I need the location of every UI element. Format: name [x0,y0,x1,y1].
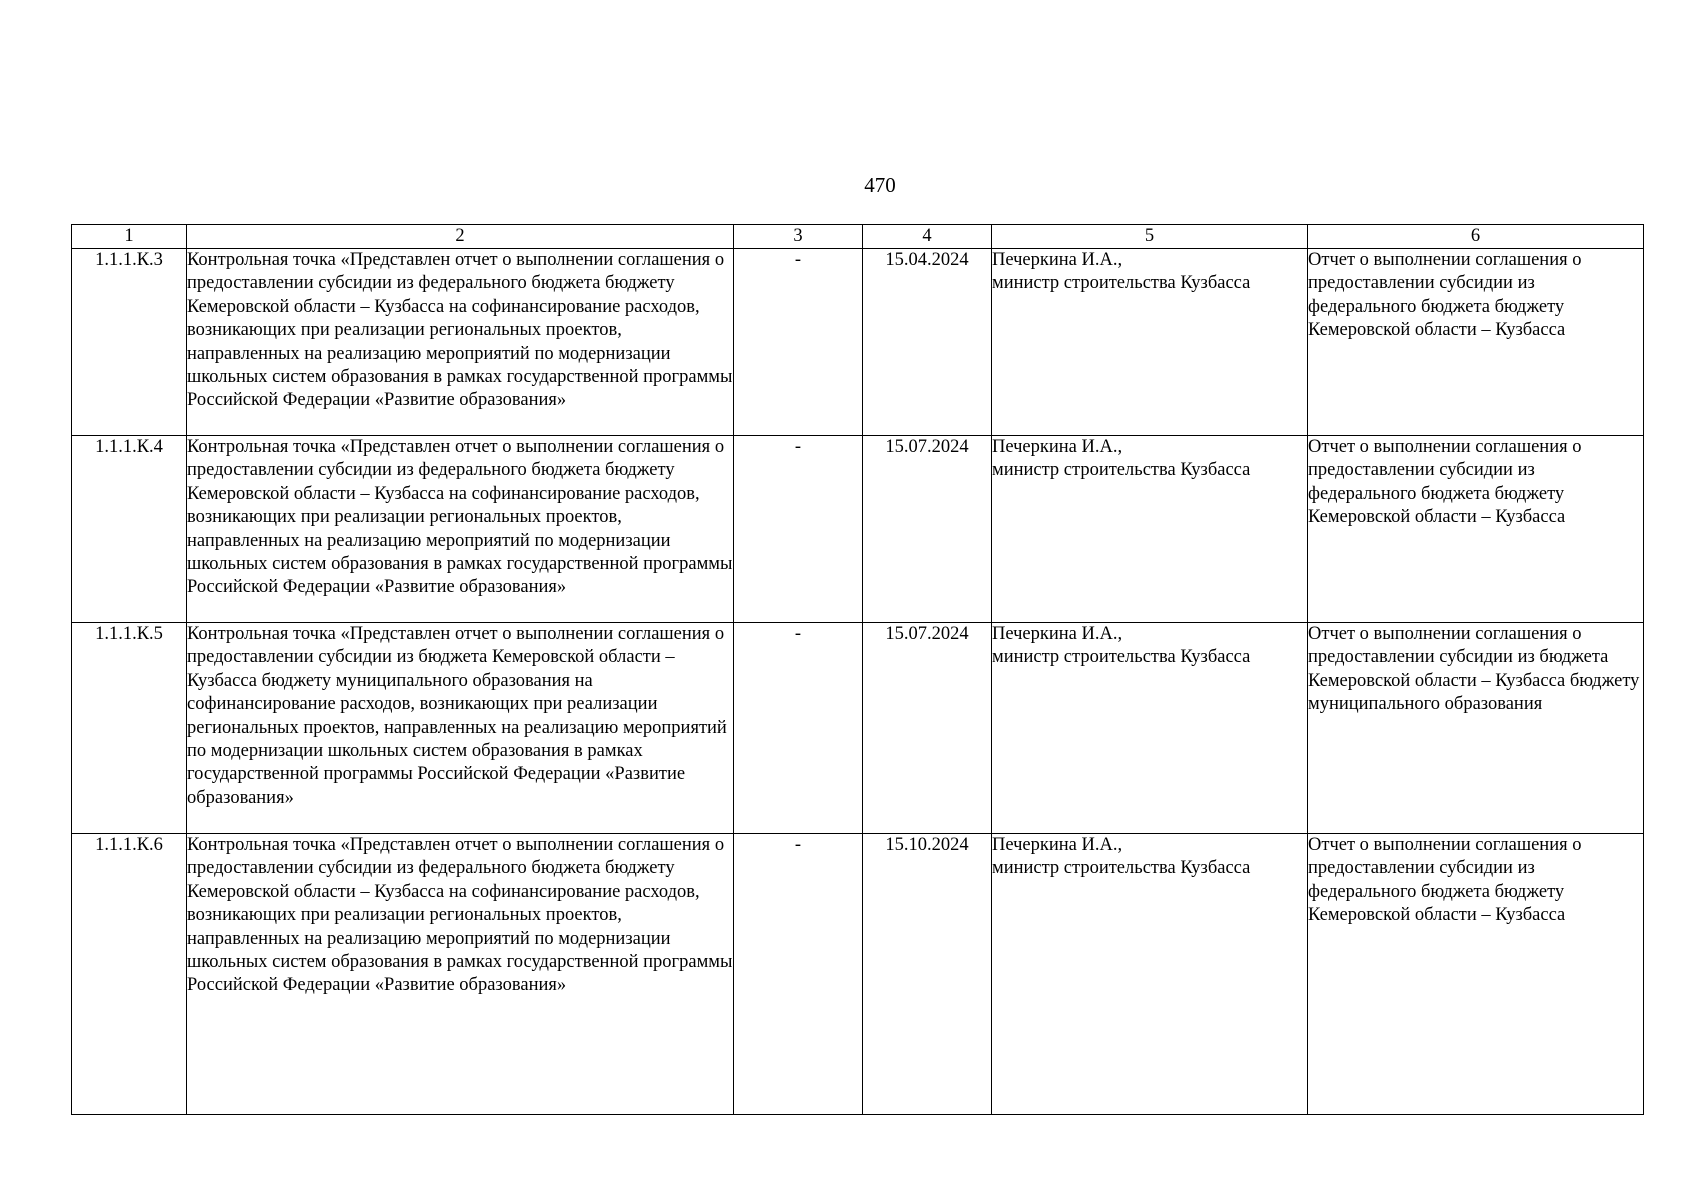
base-value-cell: - [734,834,863,1115]
control-point-name-cell: Контрольная точка «Представлен отчет о выполнении соглашения о предоставлении субсидии из федерального бюджета бюджету Кемеровской области – Кузбасса на софинансирование расходов, возникающих при реализации региональных проектов, направленных на реализацию мероприятий по модернизации школьных систем образования в рамках государственной программы Российской Федерации «Развитие образования» [187,834,734,1115]
table-header-row [72,225,1644,249]
base-value-cell: - [734,623,863,834]
control-point-name-cell: Контрольная точка «Представлен отчет о выполнении соглашения о предоставлении субсидии из федерального бюджета бюджету Кемеровской области – Кузбасса на софинансирование расходов, возникающих при реализации региональных проектов, направленных на реализацию мероприятий по модернизации школьных систем образования в рамках государственной программы Российской Федерации «Развитие образования» [187,249,734,436]
responsible-name: Печеркина И.А., [992,624,1123,644]
column-header-4: 4 [863,225,992,249]
page-number: 470 [864,173,896,197]
row-number-cell: 1.1.1.К.5 [72,623,187,834]
responsible-person-cell [992,249,1308,436]
responsible-position: министр строительства Кузбасса [992,273,1251,294]
column-header-6: 6 [1308,225,1644,249]
confirming-document-cell: Отчет о выполнении соглашения о предоставлении субсидии из федерального бюджета бюджету Кемеровской области – Кузбасса [1308,249,1644,436]
responsible-position: министр строительства Кузбасса [992,460,1251,481]
deadline-date-cell: 15.04.2024 [863,249,992,436]
responsible-name: Печеркина И.А., [992,835,1123,855]
deadline-date-cell: 15.07.2024 [863,623,992,834]
deadline-date-cell: 15.10.2024 [863,834,992,1115]
column-header-5: 5 [992,225,1308,249]
table-row [72,436,1644,623]
base-value-cell: - [734,436,863,623]
responsible-person-cell [992,623,1308,834]
base-value-cell: - [734,249,863,436]
table-row [72,249,1644,436]
column-header-2: 2 [187,225,734,249]
row-number-cell: 1.1.1.К.6 [72,834,187,1115]
column-header-1: 1 [72,225,187,249]
control-point-name-cell: Контрольная точка «Представлен отчет о выполнении соглашения о предоставлении субсидии из федерального бюджета бюджету Кемеровской области – Кузбасса на софинансирование расходов, возникающих при реализации региональных проектов, направленных на реализацию мероприятий по модернизации школьных систем образования в рамках государственной программы Российской Федерации «Развитие образования» [187,436,734,623]
confirming-document-cell: Отчет о выполнении соглашения о предоставлении субсидии из федерального бюджета бюджету Кемеровской области – Кузбасса [1308,834,1644,1115]
responsible-person-cell [992,834,1308,1115]
table-row [72,623,1644,834]
responsible-name: Печеркина И.А., [992,250,1123,270]
confirming-document-cell: Отчет о выполнении соглашения о предоставлении субсидии из бюджета Кемеровской области – Кузбасса бюджету муниципального образования [1308,623,1644,834]
responsible-name: Печеркина И.А., [992,437,1123,457]
responsible-position: министр строительства Кузбасса [992,858,1251,879]
row-number-cell: 1.1.1.К.3 [72,249,187,436]
deadline-date-cell: 15.07.2024 [863,436,992,623]
confirming-document-cell: Отчет о выполнении соглашения о предоставлении субсидии из федерального бюджета бюджету Кемеровской области – Кузбасса [1308,436,1644,623]
column-header-3: 3 [734,225,863,249]
responsible-person-cell [992,436,1308,623]
control-points-table [71,224,1644,1115]
control-point-name-cell: Контрольная точка «Представлен отчет о выполнении соглашения о предоставлении субсидии из бюджета Кемеровской области – Кузбасса бюджету муниципального образования на софинансирование расходов, возникающих при реализации региональных проектов, направленных на реализацию мероприятий по модернизации школьных систем образования в рамках государственной программы Российской Федерации «Развитие образования» [187,623,734,834]
table-row [72,834,1644,1115]
responsible-position: министр строительства Кузбасса [992,647,1251,668]
row-number-cell: 1.1.1.К.4 [72,436,187,623]
